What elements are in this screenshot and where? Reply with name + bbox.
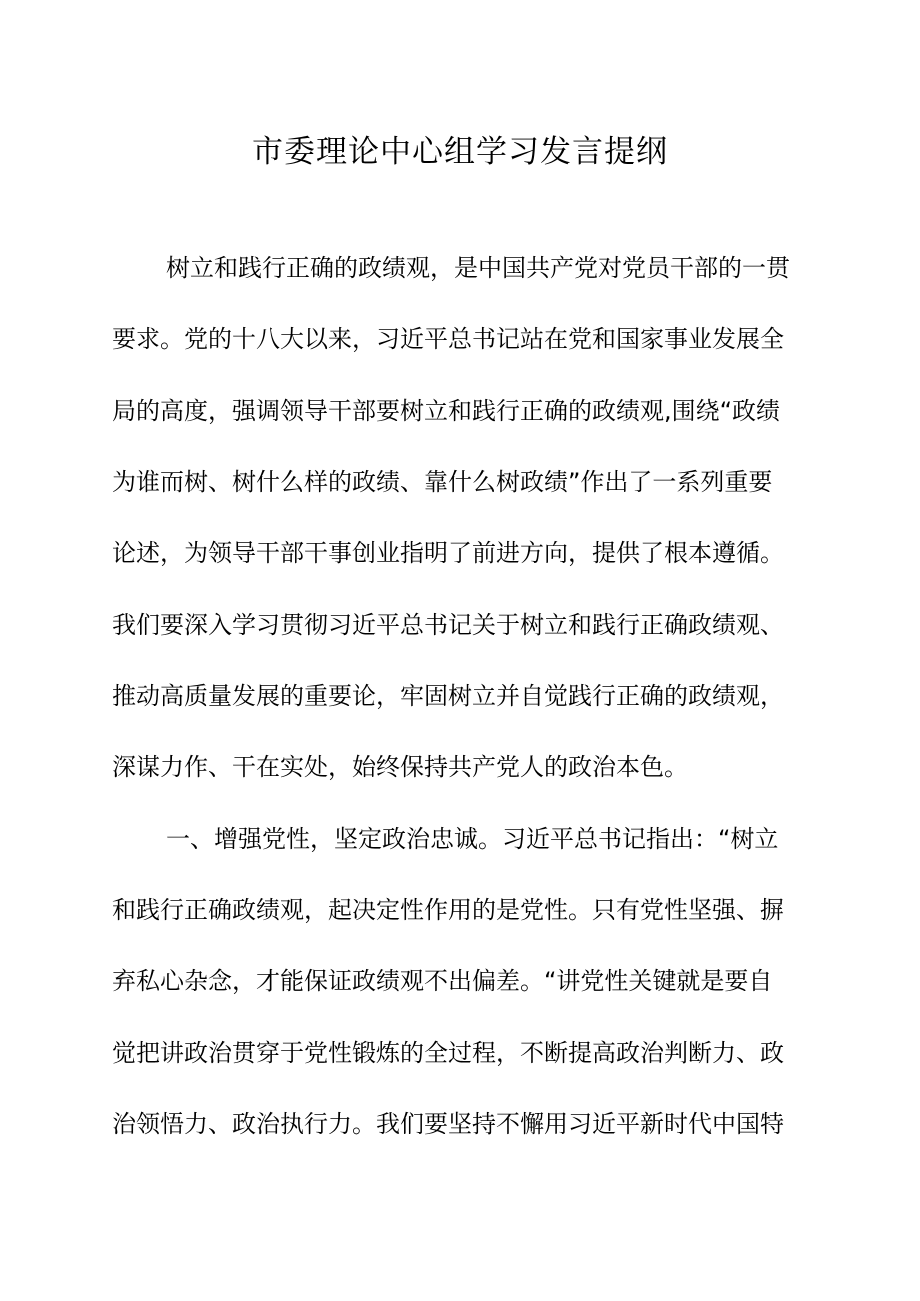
paragraph-1-line-2: 要求。党的十八大以来，习近平总书记站在党和国家事业发展全 [112, 325, 784, 353]
paragraph-2-line-4: 觉把讲政治贯穿于党性锻炼的全过程，不断提高政治判断力、政 [112, 1039, 784, 1067]
paragraph-2-line-5: 治领悟力、政治执行力。我们要坚持不懈用习近平新时代中国特 [112, 1110, 784, 1138]
paragraph-2-line-2: 和践行正确政绩观，起决定性作用的是党性。只有党性坚强、摒 [112, 896, 784, 924]
paragraph-1-line-5: 论述，为领导干部干事创业指明了前进方向，提供了根本遵循。 [112, 539, 784, 567]
paragraph-1-line-7: 推动高质量发展的重要论，牢固树立并自觉践行正确的政绩观， [112, 682, 784, 710]
paragraph-1-line-1: 树立和践行正确的政绩观，是中国共产党对党员干部的一贯 [166, 254, 790, 282]
paragraph-1-line-3: 局的高度，强调领导干部要树立和践行正确的政绩观,围绕“政绩 [112, 397, 781, 425]
paragraph-1-line-4: 为谁而树、树什么样的政绩、靠什么树政绩”作出了一系列重要 [112, 468, 773, 496]
paragraph-1-line-6: 我们要深入学习贯彻习近平总书记关于树立和践行正确政绩观、 [112, 611, 784, 639]
paragraph-2-line-1: 一、增强党性，坚定政治忠诚。习近平总书记指出：“树立 [166, 825, 779, 853]
paragraph-2-line-3: 弃私心杂念，才能保证政绩观不出偏差。“讲党性关键就是要自 [112, 967, 773, 995]
paragraph-1-line-8: 深谋力作、干在实处，始终保持共产党人的政治本色。 [112, 753, 688, 781]
document-title: 市委理论中心组学习发言提纲 [252, 134, 668, 170]
